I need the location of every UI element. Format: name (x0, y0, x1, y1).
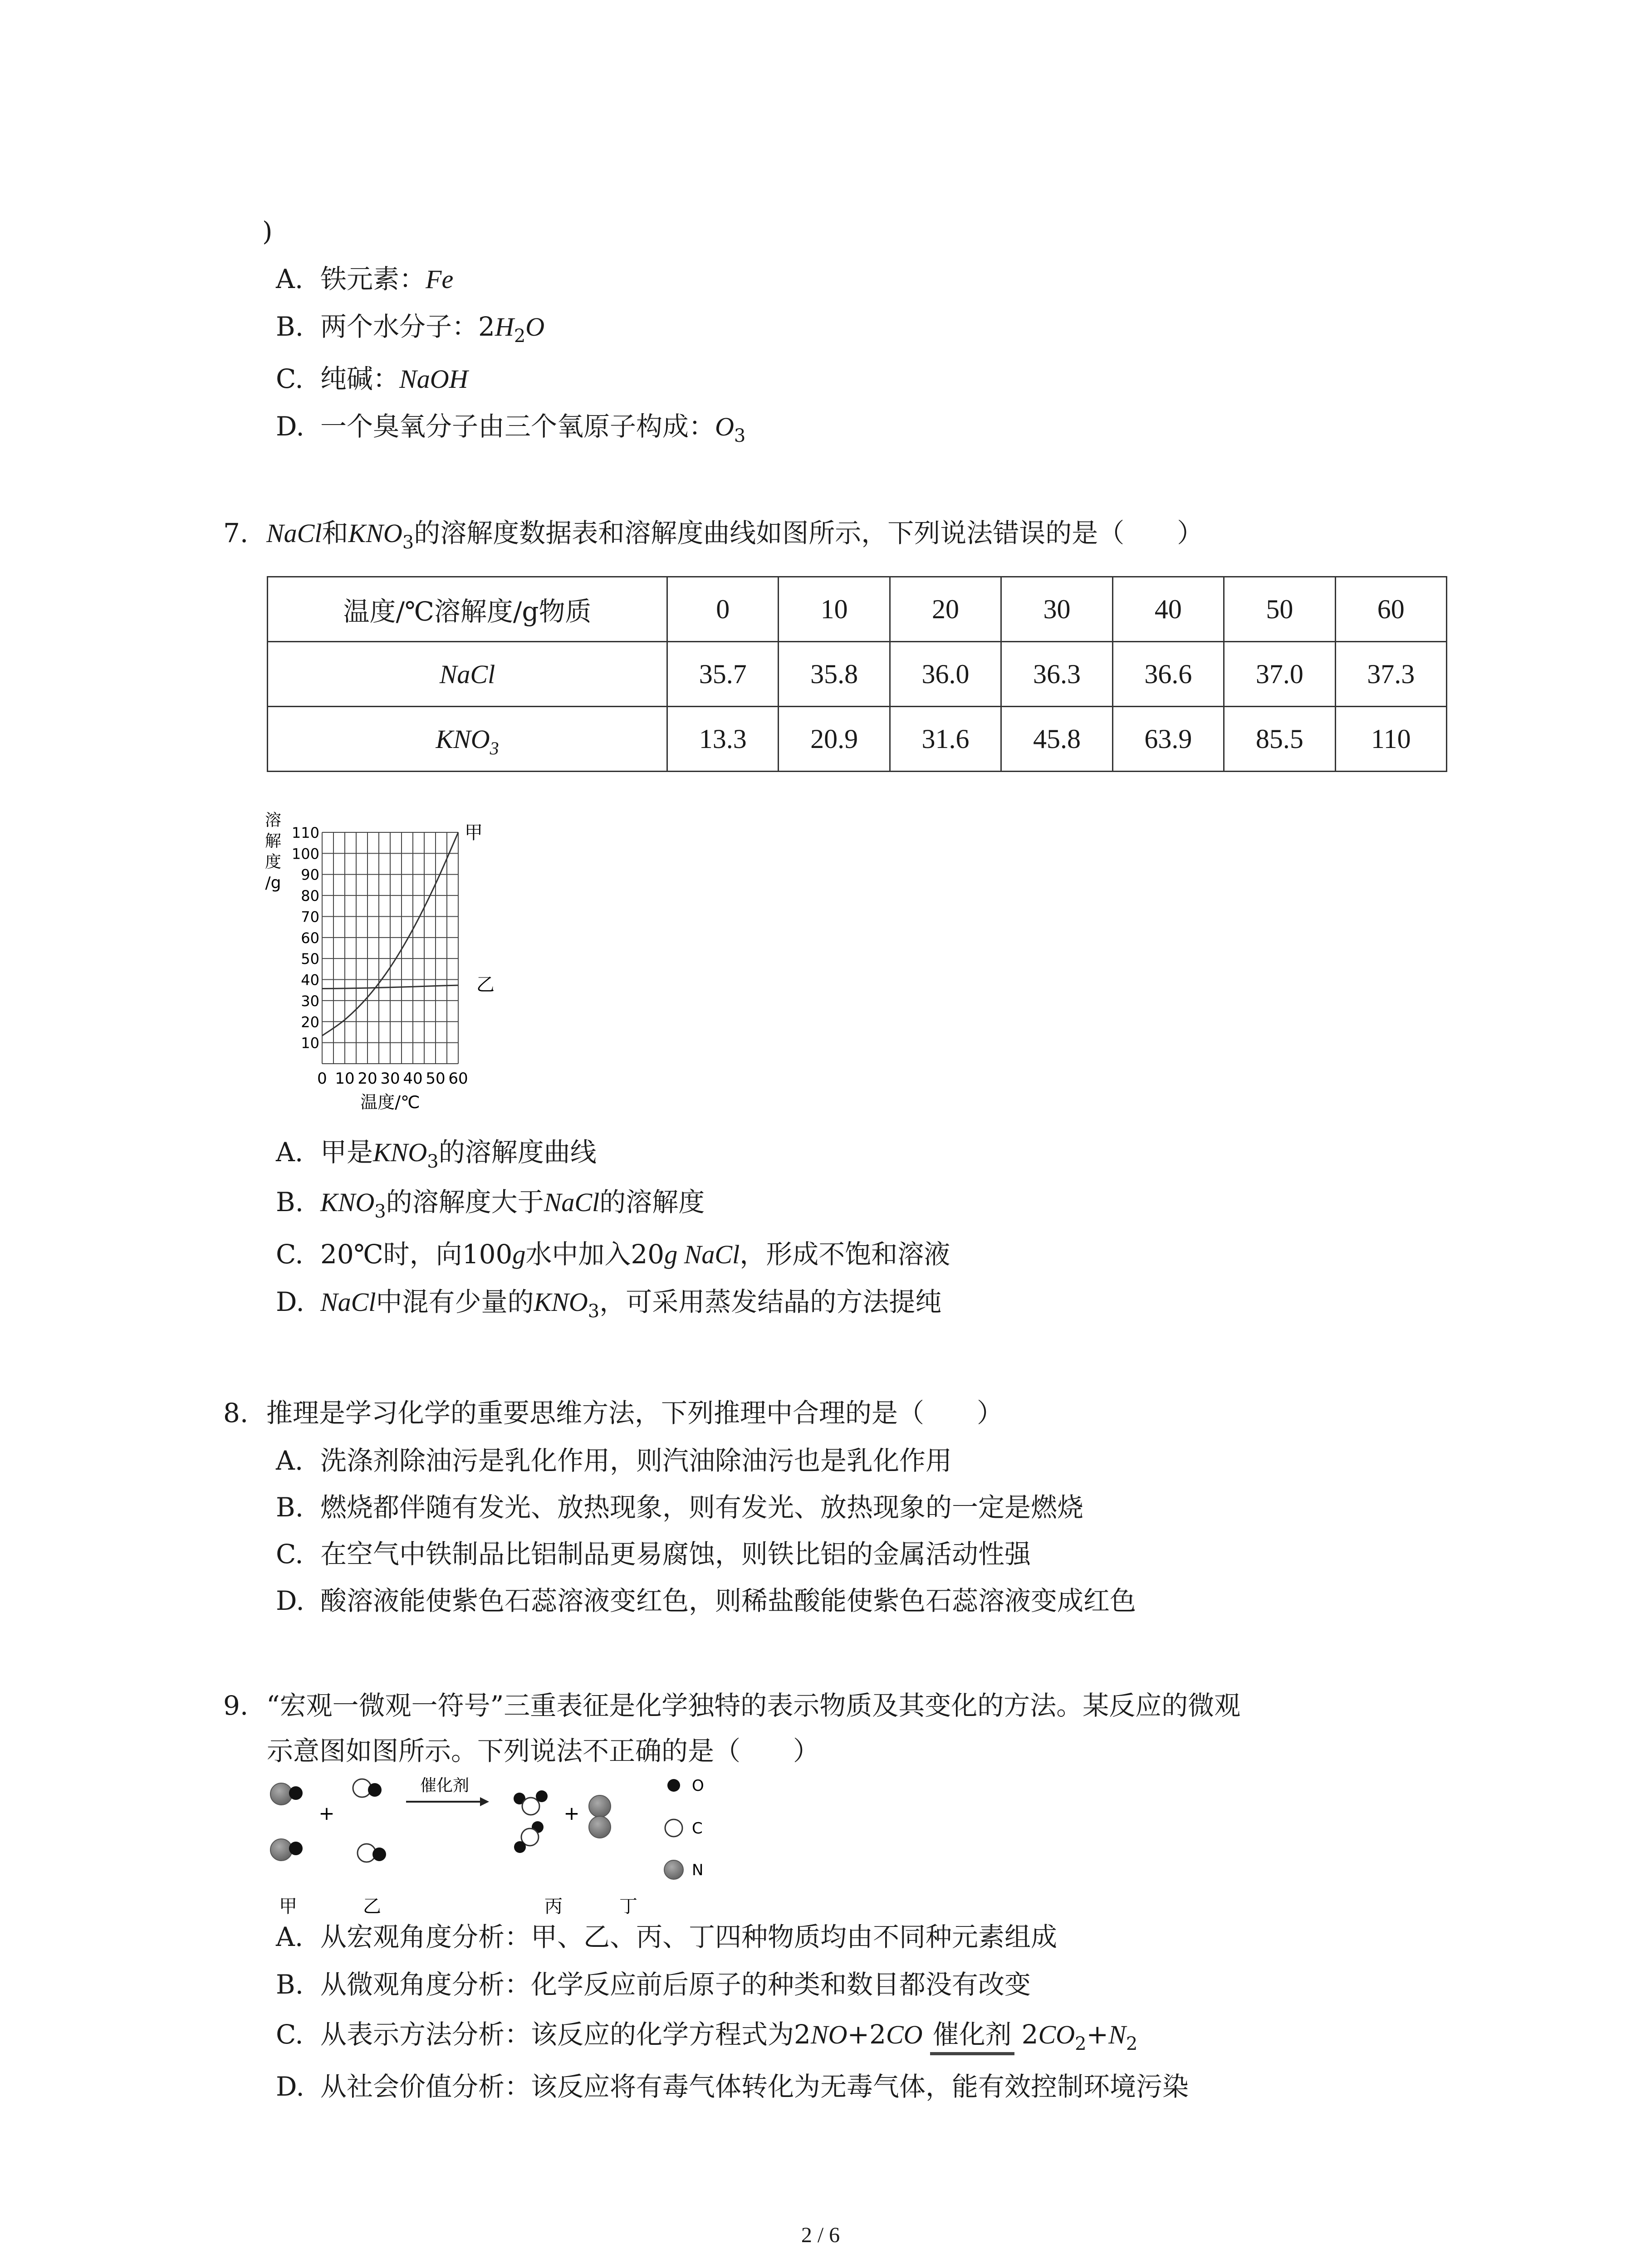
option-letter: B. (276, 1969, 304, 2000)
y-tick-label: 80 (301, 887, 319, 905)
y-tick-label: 20 (301, 1013, 319, 1031)
legend-label: N (692, 1861, 704, 1879)
x-tick-label: 10 (335, 1070, 355, 1088)
q8-option-d (276, 1583, 1136, 1619)
option-text: 燃烧都伴随有发光、放热现象，则有发光、放热现象的一定是燃烧 (320, 1492, 1084, 1523)
q7-option-a (276, 1134, 597, 1171)
option-text: 从微观角度分析：化学反应前后原子的种类和数目都没有改变 (320, 1969, 1031, 2000)
option-letter: A. (276, 1921, 304, 1952)
molecule-co (358, 1844, 386, 1862)
q9-option-c (276, 2016, 1137, 2053)
table-cell: 36.0 (890, 642, 1001, 707)
molecule-no (270, 1783, 303, 1805)
table-temp-cell: 40 (1112, 577, 1224, 642)
molecule-co (353, 1779, 382, 1797)
table-cell: 20.9 (779, 707, 890, 772)
series-label-jia: 甲 (465, 822, 483, 843)
y-tick-label: 30 (301, 992, 319, 1010)
y-tick-label: 70 (301, 908, 319, 926)
table-row-label: NaCl (268, 642, 667, 707)
option-formula: $2H_2O$ (478, 311, 545, 347)
table-cell: 35.8 (779, 642, 890, 707)
table-cell: 85.5 (1224, 707, 1335, 772)
solubility-table (267, 576, 1447, 772)
option-letter: C. (276, 2019, 304, 2050)
table-temp-cell: 50 (1224, 577, 1335, 642)
y-axis-label-char: /g (265, 874, 281, 892)
table-row-label: $KNO_3$ (268, 707, 667, 772)
option-letter: C. (276, 363, 304, 394)
molecule-no (270, 1839, 303, 1861)
table-temp-cell: 60 (1335, 577, 1446, 642)
table-cell: 37.0 (1224, 642, 1335, 707)
question-stem: 推理是学习化学的重要思维方法，下列推理中合理的是（ ） (266, 1398, 1004, 1428)
chart-x-ticks (317, 1070, 468, 1088)
x-tick-label: 50 (426, 1070, 446, 1088)
option-text: 从社会价值分析：该反应将有毒气体转化为无毒气体，能有效控制环境污染 (320, 2071, 1189, 2102)
option-letter: C. (276, 1239, 304, 1270)
table-temp-cell: 20 (890, 577, 1001, 642)
catalyst-label: 催化剂 (420, 1776, 470, 1795)
molecule-n2 (589, 1795, 611, 1838)
option-text: NaCl中混有少量的$KNO_3$，可采用蒸发结晶的方法提纯 (320, 1286, 942, 1322)
q7-option-c (276, 1236, 950, 1273)
question-number: 8. (223, 1398, 249, 1428)
species-label-yi: 乙 (363, 1896, 381, 1917)
y-axis-label-char: 溶 (265, 811, 282, 830)
legend-label: C (692, 1819, 703, 1838)
legend-label: O (692, 1777, 704, 1795)
q7-option-b (276, 1184, 705, 1221)
q6-option-c (276, 361, 468, 397)
table-row (268, 642, 1447, 707)
option-text: 在空气中铁制品比铝制品更易腐蚀，则铁比铝的金属活动性强 (320, 1539, 1031, 1569)
table-cell: 63.9 (1112, 707, 1224, 772)
question-number: 9. (223, 1690, 249, 1721)
option-letter: A. (276, 264, 304, 294)
plus-sign: + (318, 1802, 335, 1824)
option-letter: D. (276, 1286, 304, 1317)
species-label-jia: 甲 (279, 1896, 297, 1917)
option-letter: B. (276, 1492, 304, 1523)
plus-sign: + (563, 1802, 580, 1824)
q8-option-b (276, 1489, 1083, 1525)
q9-stem-line2: 示意图如图所示。下列说法不正确的是（ ） (267, 1735, 820, 1766)
option-letter: D. (276, 1585, 304, 1616)
table-temp-cell: 10 (779, 577, 890, 642)
option-letter: A. (276, 1445, 304, 1476)
table-row (268, 707, 1447, 772)
option-letter: D. (276, 2071, 304, 2102)
table-cell: 31.6 (890, 707, 1001, 772)
chart-xlabel: 温度/℃ (360, 1092, 420, 1112)
table-cell: 36.6 (1112, 642, 1224, 707)
q8-stem (223, 1395, 1003, 1431)
option-text: 从宏观角度分析：甲、乙、丙、丁四种物质均由不同种元素组成 (320, 1921, 1058, 1952)
q7-stem (223, 515, 1203, 552)
q9-option-a (276, 1919, 1057, 1955)
reaction-micro-diagram (263, 1769, 762, 1923)
option-text: 酸溶液能使紫色石蕊溶液变红色，则稀盐酸能使紫色石蕊溶液变成红色 (320, 1585, 1136, 1616)
species-label-bing: 丙 (544, 1896, 563, 1917)
y-tick-label: 100 (291, 845, 319, 863)
table-temp-cell: 0 (667, 577, 779, 642)
q6-option-a (276, 261, 453, 298)
q9-option-b (276, 1966, 1031, 2003)
option-formula: NaOH (399, 364, 468, 394)
q6-option-d (276, 408, 745, 445)
chart-grid (322, 832, 458, 1064)
legend-n (664, 1860, 703, 1879)
table-cell: 45.8 (1001, 707, 1112, 772)
x-tick-label: 0 (317, 1070, 327, 1088)
question-number: 7. (223, 518, 249, 548)
legend-c (665, 1819, 703, 1838)
option-text: 一个臭氧分子由三个氧原子构成： (320, 411, 715, 442)
species-label-ding: 丁 (619, 1896, 637, 1917)
option-text: 甲是$KNO_3$的溶解度曲线 (320, 1137, 597, 1172)
y-tick-label: 90 (301, 866, 319, 884)
option-text: 洗涤剂除油污是乳化作用，则汽油除油污也是乳化作用 (320, 1445, 952, 1476)
question-stem: “宏观一微观一符号”三重表征是化学独特的表示物质及其变化的方法。某反应的微观 (266, 1690, 1241, 1721)
y-tick-label: 10 (301, 1034, 319, 1052)
option-letter: D. (276, 411, 304, 442)
table-cell: 35.7 (667, 642, 779, 707)
table-cell: 110 (1335, 707, 1446, 772)
q6-tail: ) (262, 216, 273, 247)
x-tick-label: 20 (358, 1070, 377, 1088)
legend-o (667, 1777, 704, 1795)
option-letter: A. (276, 1137, 304, 1168)
solubility-chart (263, 807, 517, 1125)
q9-option-d (276, 2068, 1189, 2105)
y-tick-label: 110 (291, 824, 319, 841)
x-tick-label: 40 (403, 1070, 423, 1088)
series-label-yi: 乙 (476, 974, 495, 996)
table-cell: 36.3 (1001, 642, 1112, 707)
page-number: 2 / 6 (801, 2223, 840, 2247)
option-text: 纯碱： (320, 363, 400, 394)
y-axis-label-char: 度 (265, 853, 282, 871)
reaction-arrow-head (480, 1797, 489, 1806)
y-axis-label-char: 解 (265, 832, 282, 850)
option-text: $KNO_3$的溶解度大于NaCl的溶解度 (320, 1187, 705, 1222)
q7-option-d (276, 1284, 941, 1320)
option-letter: B. (276, 311, 304, 342)
table-cell: 13.3 (667, 707, 779, 772)
q8-option-c (276, 1536, 1031, 1572)
x-tick-label: 30 (380, 1070, 400, 1088)
option-text: 从表示方法分析：该反应的化学方程式为2NO+2CO 催化剂 $2CO_2+N_2$ (320, 2019, 1138, 2054)
option-letter: B. (276, 1187, 304, 1217)
molecule-co2 (514, 1821, 544, 1853)
option-text: 两个水分子： (320, 311, 479, 342)
y-tick-label: 50 (301, 950, 319, 968)
q6-option-b (276, 308, 544, 345)
table-corner-header: 温度/℃溶解度/g物质 (268, 577, 667, 642)
chart-y-ticks (292, 824, 319, 1052)
option-formula: $O_3$ (715, 412, 746, 446)
q9-stem-line1 (223, 1687, 1240, 1724)
option-formula: Fe (426, 264, 454, 294)
q8-option-a (276, 1442, 952, 1479)
molecule-co2 (514, 1790, 548, 1815)
table-header-row (268, 577, 1447, 642)
option-letter: C. (276, 1539, 304, 1569)
y-tick-label: 40 (301, 971, 319, 989)
option-text: 铁元素： (320, 264, 426, 294)
y-tick-label: 60 (301, 929, 319, 947)
table-cell: 37.3 (1335, 642, 1446, 707)
option-text: 20℃时，向100g水中加入20g NaCl，形成不饱和溶液 (320, 1239, 950, 1270)
table-temp-cell: 30 (1001, 577, 1112, 642)
question-stem: NaCl和$KNO_3$的溶解度数据表和溶解度曲线如图所示，下列说法错误的是（ ） (266, 518, 1204, 553)
chart-ylabel (265, 811, 281, 892)
x-tick-label: 60 (448, 1070, 468, 1088)
